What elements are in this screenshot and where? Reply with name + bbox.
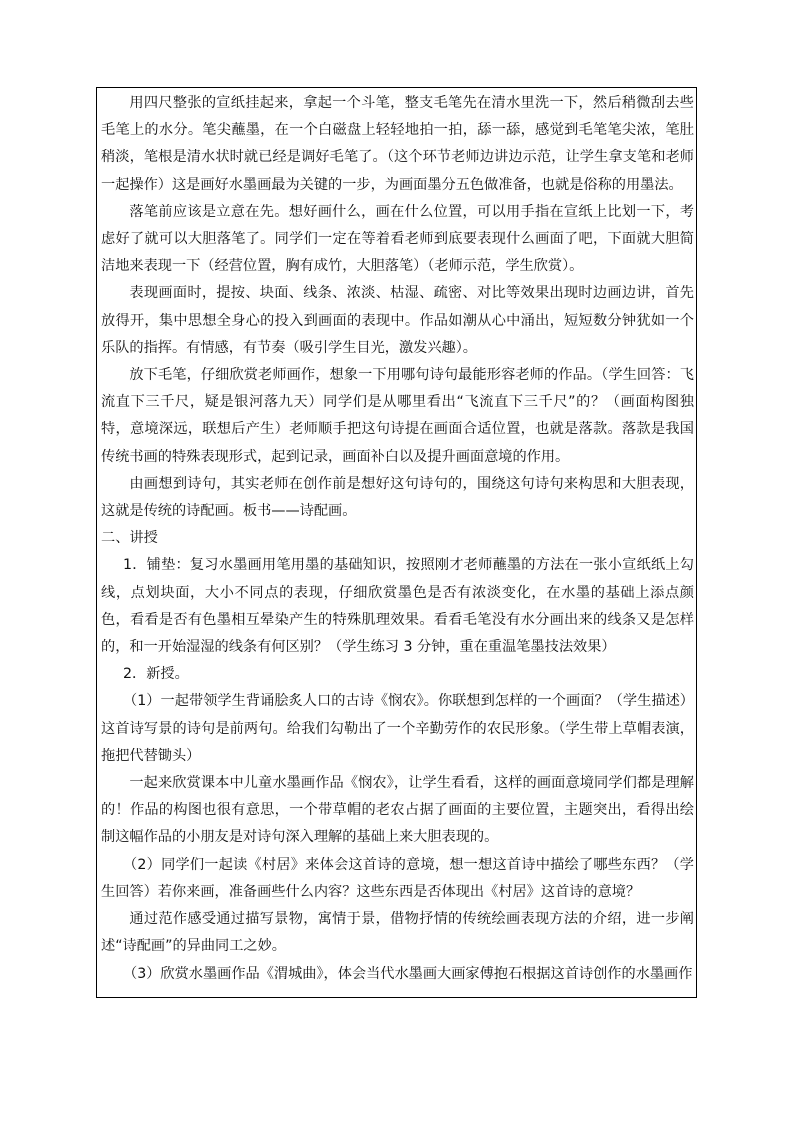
- paragraph-sample-works: 通过范作感受通过描写景物，寓情于景，借物抒情的传统绘画表现方法的介绍，进一步阐述“诗配画”的异曲同工之妙。: [101, 911, 694, 955]
- paragraph-minnong-artwork: 一起来欣赏课本中儿童水墨画作品《悯农》，让学生看看，这样的画面意境同学们都是理解的！作品的构图也很有意思，一个带草帽的老农占据了画面的主要位置，主题突出，看得出绘制这幅作品的小朋友是对诗句深入理解的基础上来大胆表现的。: [101, 775, 694, 846]
- section-heading-teaching: 二、讲授: [101, 530, 158, 547]
- paragraph-new-lesson: 2．新授。: [123, 666, 189, 683]
- paragraph-minnong-poem: （1）一起带领学生背诵脍炙人口的古诗《悯农》。你联想到怎样的一个画面？（学生描述）这首诗写景的诗句是前两句。给我们勾勒出了一个辛勤劳作的农民形象。（学生带上草帽表演，拖把代替锄头）: [101, 693, 694, 764]
- paragraph-cunju-poem: （2）同学们一起读《村居》来体会这首诗的意境，想一想这首诗中描绘了哪些东西？（学生回答）若你来画，准备画些什么内容？这些东西是否体现出《村居》这首诗的意境？: [101, 856, 694, 900]
- lesson-text-body: [101, 90, 694, 988]
- paragraph-poem-painting: 由画想到诗句，其实老师在创作前是想好这句诗句的，围绕这句诗句来构思和大胆表现，这就是传统的诗配画。板书——诗配画。: [101, 475, 694, 520]
- paragraph-painting-demo: 表现画面时，提按、块面、线条、浓淡、枯湿、疏密、对比等效果出现时边画边讲，首先放得开，集中思想全身心的投入到画面的表现中。作品如潮从心中涌出，短短数分钟犹如一个乐队的指挥。有情感，有节奏（吸引学生目光，激发兴趣）。: [101, 285, 694, 356]
- paragraph-weicheng-qu: （3）欣赏水墨画作品《渭城曲》，体会当代水墨画大画家傅抱石根据这首诗创作的水墨画作: [123, 965, 693, 982]
- paragraph-ink-preparation: 用四尺整张的宣纸挂起来，拿起一个斗笔，整支毛笔先在清水里洗一下，然后稍微刮去些毛笔上的水分。笔尖蘸墨，在一个白磁盘上轻轻地拍一拍，舔一舔，感觉到毛笔笔尖浓，笔肚稍淡，笔根是清水状时就已经是调好毛笔了。（这个环节老师边讲边示范，让学生拿支笔和老师一起操作）这是画好水墨画最为关键的一步，为画面墨分五色做准备，也就是俗称的用墨法。: [101, 95, 694, 193]
- paragraph-composition-intent: 落笔前应该是立意在先。想好画什么，画在什么位置，可以用手指在宣纸上比划一下，考虑好了就可以大胆落笔了。同学们一定在等着看老师到底要表现什么画面了吧，下面就大胆简洁地来表现一下（经营位置，胸有成竹，大胆落笔）（老师示范，学生欣赏）。: [101, 203, 694, 275]
- paragraph-warmup: 1．铺垫：复习水墨画用笔用墨的基础知识，按照刚才老师蘸墨的方法在一张小宣纸纸上勾线，点划块面，大小不同点的表现，仔细欣赏墨色是否有浓淡变化，在水墨的基础上添点颜色，看看是否有色墨相互晕染产生的特殊肌理效果。看看毛笔没有水分画出来的线条又是怎样的，和一开始湿湿的线条有何区别？（学生练习 3 分钟，重在重温笔墨技法效果）: [101, 557, 694, 656]
- paragraph-inscription: 放下毛笔，仔细欣赏老师画作，想象一下用哪句诗句最能形容老师的作品。（学生回答：飞流直下三千尺，疑是银河落九天）同学们是从哪里看出“飞流直下三千尺”的？（画面构图独特，意境深远，联想后产生）老师顺手把这句诗提在画面合适位置，也就是落款。落款是我国传统书画的特殊表现形式，起到记录，画面补白以及提升画面意境的作用。: [101, 367, 694, 465]
